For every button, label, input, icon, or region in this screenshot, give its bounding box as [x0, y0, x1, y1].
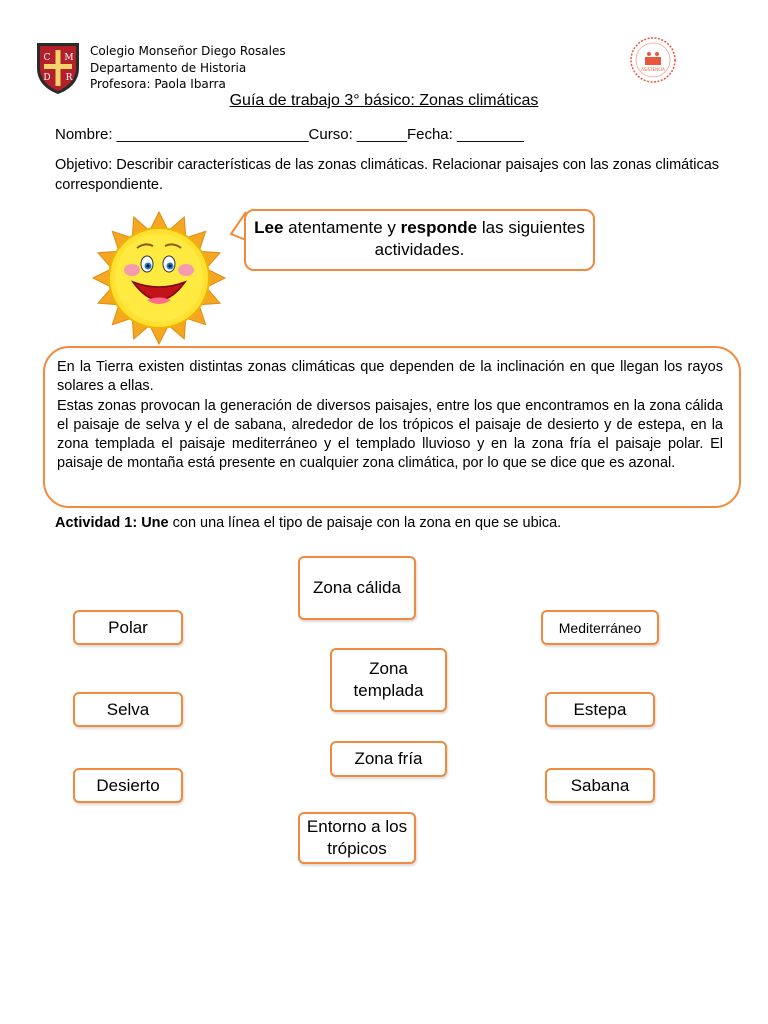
landscape-estepa-box[interactable]: Estepa	[545, 692, 655, 727]
bubble-text	[246, 217, 593, 261]
activity-text: con una línea el tipo de paisaje con la zona en que se ubica.	[168, 515, 562, 531]
activity-1-instruction	[55, 515, 561, 531]
seal-text: ASISTENCIA	[641, 67, 665, 72]
page-title: Guía de trabajo 3° básico: Zonas climáticas	[229, 92, 539, 109]
landscape-mediterraneo-box[interactable]: Mediterráneo	[541, 610, 659, 645]
zone-fria-box[interactable]: Zona fría	[330, 741, 447, 777]
crest-letter-r: R	[65, 73, 73, 83]
bubble-responde: responde	[400, 218, 478, 237]
instruction-speech-bubble	[244, 209, 595, 271]
zone-tropicos-box[interactable]: Entorno a los trópicos	[298, 812, 416, 864]
school-name: Colegio Monseñor Diego Rosales	[90, 44, 286, 58]
landscape-selva-box[interactable]: Selva	[73, 692, 183, 727]
info-text-box	[43, 346, 741, 508]
school-crest-logo	[33, 40, 83, 96]
activity-label: Actividad 1: Une	[55, 515, 169, 531]
landscape-polar-box[interactable]: Polar	[73, 610, 183, 645]
crest-letter-d: D	[43, 73, 51, 83]
student-info-line: Nombre: _______________________Curso: ______Fecha: ________	[55, 126, 524, 143]
info-text	[57, 358, 723, 474]
teacher-name: Profesora: Paola Ibarra	[90, 77, 226, 91]
objective-text: Objetivo: Describir características de las zonas climáticas. Relacionar paisajes con las zonas climáticas correspondiente.	[55, 157, 720, 193]
landscape-desierto-box[interactable]: Desierto	[73, 768, 183, 803]
crest-letter-c: C	[43, 53, 51, 63]
bubble-part1: atentamente y	[283, 218, 401, 237]
info-paragraph-2: Estas zonas provocan la generación de diversos paisajes, entre los que encontramos en la zona cálida el paisaje de selva y el de sabana, alrededor de los trópicos el paisaje de desierto y de estepa, en la zona templada el paisaje mediterráneo y el templado lluvioso y en la zona fría el paisaje polar. El paisaje de montaña está presente en cualquier zona climática, por lo que se dice que es azonal.	[57, 397, 723, 472]
zone-templada-box[interactable]: Zona templada	[330, 648, 447, 712]
crest-letter-m: M	[64, 53, 74, 63]
bubble-lee: Lee	[254, 218, 284, 237]
assistance-seal-logo	[628, 35, 678, 85]
landscape-sabana-box[interactable]: Sabana	[545, 768, 655, 803]
bubble-part2: las siguientes actividades.	[374, 218, 585, 259]
smiling-sun-icon	[86, 208, 232, 348]
school-header	[90, 43, 286, 93]
department-name: Departamento de Historia	[90, 60, 247, 75]
zone-calida-box[interactable]: Zona cálida	[298, 556, 416, 620]
info-paragraph-1: En la Tierra existen distintas zonas climáticas que dependen de la inclinación en que llegan los rayos solares a ellas.	[57, 359, 723, 395]
